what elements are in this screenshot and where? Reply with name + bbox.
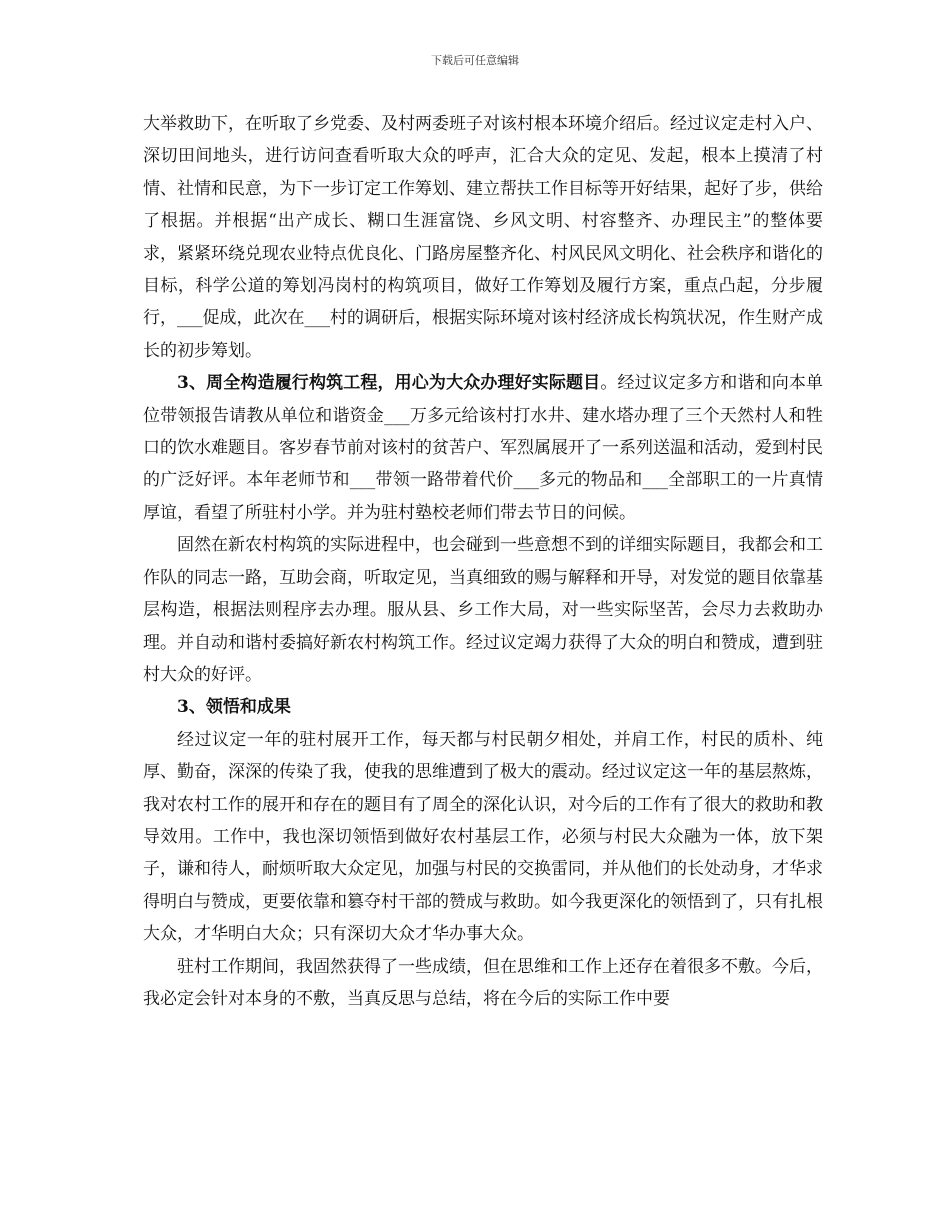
section-heading-insights: 3、领悟和成果	[177, 697, 291, 718]
paragraph-shortcomings: 驻村工作期间，我固然获得了一些成绩，但在思维和工作上还存在着很多不敷。今后，我必定会针对本身的不敷，当真反思与总结，将在今后的实际工作中要	[143, 956, 823, 1009]
paragraph-intro: 大举救助下，在听取了乡党委、及村两委班子对该村根本环境介绍后。经过议定走村入户、深切田间地头，进行访问查看听取大众的呼声，汇合大众的定见、发起，根本上摸清了村情、社情和民意，为下一步订定工作筹划、建立帮扶工作目标等开好结果，起好了步，供给了根据。并根据“出产成长、糊口生涯富饶、乡风文明、村容整齐、办理民主”的整体要求，紧紧环绕兑现农业特点优良化、门路房屋整齐化、村风民风文明化、社会秩序和谐化的目标，科学公道的筹划冯岗村的构筑项目，做好工作筹划及履行方案，重点凸起，分步履行，___促成，此次在___村的调研后，根据实际环境对该村经济成长构筑状况，作生财产成长的初步筹划。	[143, 114, 823, 361]
paragraph-insights: 经过议定一年的驻村展开工作，每天都与村民朝夕相处，并肩工作，村民的质朴、纯厚、勤奋，深深的传染了我，使我的思维遭到了极大的震动。经过议定这一年的基层熬炼，我对农村工作的展开和存在的题目有了周全的深化认识，对今后的工作有了很大的救助和教导效用。工作中，我也深切领悟到做好农村基层工作，必须与村民大众融为一体，放下架子，谦和待人，耐烦听取大众定见，加强与村民的交换雷同，并从他们的长处动身，才华求得明白与赞成，更要依靠和篡夺村干部的赞成与救助。如今我更深化的领悟到了，只有扎根大众，才华明白大众；只有深切大众才华办事大众。	[143, 729, 823, 945]
paragraph-projects-heading: 3、周全构造履行构筑工程，用心为大众办理好实际题目	[177, 373, 601, 394]
paragraph-projects-body: 。经过议定多方和谐和向本单位带领报告请教从单位和谐资金___万多元给该村打水井、建水塔办理了三个天然村人和牲口的饮水难题目。客岁春节前对该村的贫苦户、军烈属展开了一系列送温和活动，爱到村民的广泛好评。本年老师节和___带领一路带着代价___多元的物品和___全部职工的一片真情厚谊，看望了所驻村小学。并为驻村塾校老师们带去节日的问候。	[143, 373, 824, 523]
document-body	[143, 108, 823, 1015]
page-header: 下载后可任意编辑	[431, 54, 519, 67]
paragraph-difficulties: 固然在新农村构筑的实际进程中，也会碰到一些意想不到的详细实际题目，我都会和工作队的同志一路，互助会商，听取定见，当真细致的赐与解释和开导，对发觉的题目依靠基层构造，根据法则程序去办理。服从县、乡工作大局，对一些实际坚苦，会尽力去救助办理。并自动和谐村委搞好新农村构筑工作。经过议定竭力获得了大众的明白和赞成，遭到驻村大众的好评。	[143, 535, 823, 685]
paragraph-projects	[143, 367, 823, 529]
